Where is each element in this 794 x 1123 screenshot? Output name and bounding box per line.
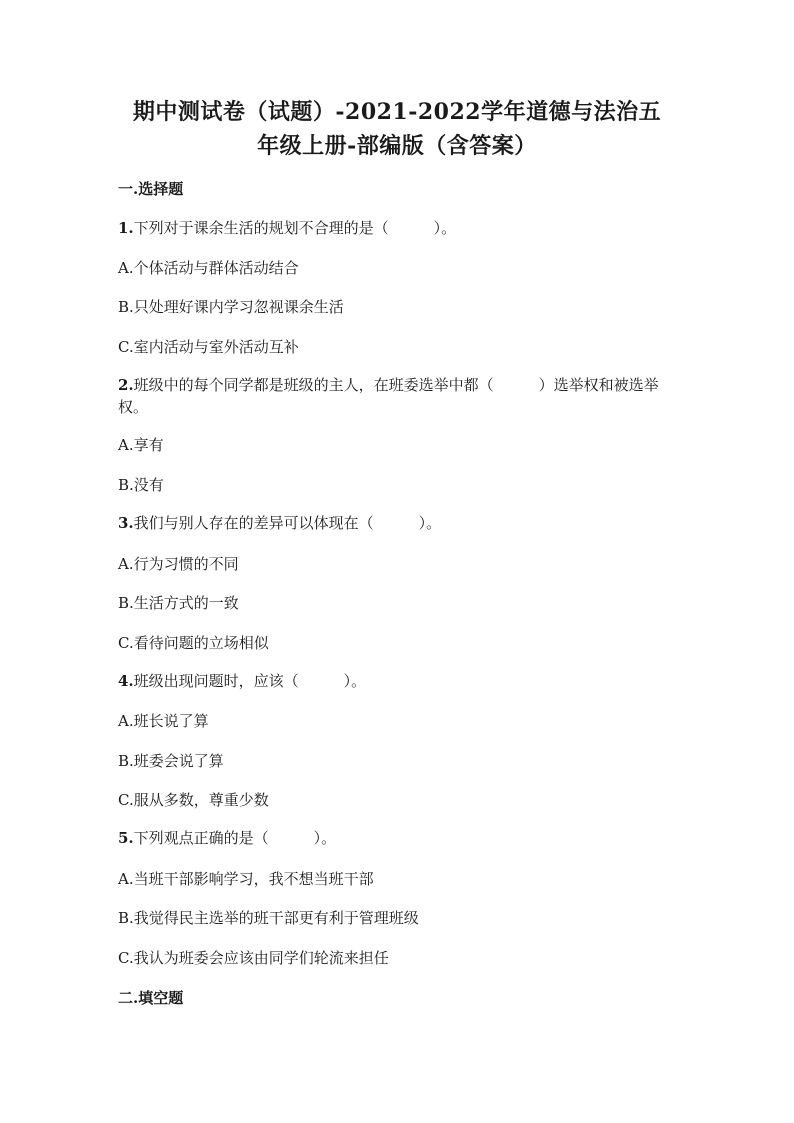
question-text: 班级中的每个同学都是班级的主人，在班委选举中都（ ）选举权和被选举权。 [118, 376, 659, 416]
question-3 [118, 512, 678, 534]
q2-option-b: B.没有 [118, 476, 164, 494]
q4-option-c: C.服从多数，尊重少数 [118, 791, 269, 809]
q5-option-a: A.当班干部影响学习，我不想当班干部 [118, 870, 374, 888]
section-heading-fill: 二.填空题 [118, 989, 184, 1007]
question-text: 下列对于课余生活的规划不合理的是（ ）。 [133, 219, 457, 237]
q3-option-c: C.看待问题的立场相似 [118, 634, 269, 652]
question-text: 下列观点正确的是（ ）。 [133, 829, 337, 847]
question-4 [118, 670, 678, 692]
q1-option-c: C.室内活动与室外活动互补 [118, 338, 299, 356]
question-number: 3. [118, 514, 134, 532]
q3-option-b: B.生活方式的一致 [118, 594, 239, 612]
page-title [110, 95, 684, 163]
q3-option-a: A.行为习惯的不同 [118, 555, 239, 573]
q1-option-b: B.只处理好课内学习忽视课余生活 [118, 298, 344, 316]
title-line-1: 期中测试卷（试题）-2021-2022学年道德与法治五 [132, 99, 662, 125]
title-line-2: 年级上册-部编版（含答案） [257, 133, 537, 159]
question-2 [118, 374, 678, 418]
question-5 [118, 827, 678, 849]
q5-option-c: C.我认为班委会应该由同学们轮流来担任 [118, 949, 389, 967]
q1-option-a: A.个体活动与群体活动结合 [118, 259, 299, 277]
q4-option-b: B.班委会说了算 [118, 752, 224, 770]
question-number: 2. [118, 376, 134, 394]
question-text: 班级出现问题时，应该（ ）。 [133, 672, 367, 690]
question-1 [118, 217, 678, 239]
question-number: 1. [118, 219, 134, 237]
section-heading-choice: 一.选择题 [118, 180, 184, 198]
q5-option-b: B.我觉得民主选举的班干部更有利于管理班级 [118, 909, 419, 927]
question-text: 我们与别人存在的差异可以体现在（ ）。 [133, 514, 442, 532]
q4-option-a: A.班长说了算 [118, 712, 209, 730]
question-number: 5. [118, 829, 134, 847]
question-number: 4. [118, 672, 134, 690]
q2-option-a: A.享有 [118, 436, 164, 454]
